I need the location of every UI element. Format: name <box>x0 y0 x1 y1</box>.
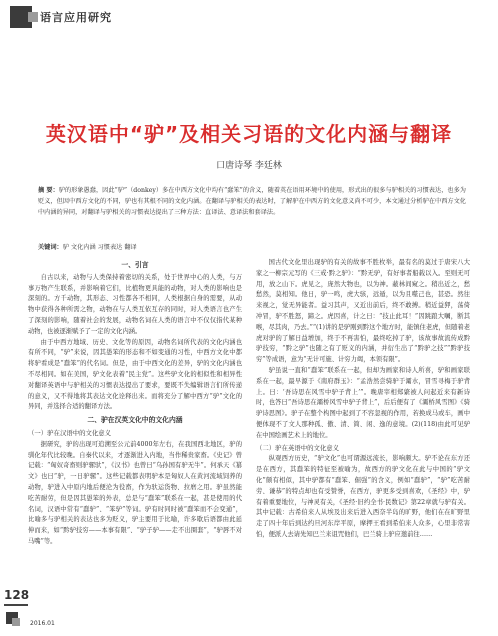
issue-date: 2016.01 <box>30 620 55 627</box>
journal-logo-icon <box>10 6 32 28</box>
journal-header <box>0 0 498 34</box>
abstract-text: 驴的形象愚蠢，因此“驴”（donkey）多在中西方文化中均有“蠢笨”的含义，随着英在语用环境中的使用，形式出的很多与驴相关的习惯表达，也多为贬义，但因中西方文化的不同，驴也有其根不同的文化内涵。在翻译与驴相关的表达时，了解驴在中西方的文化意义尚不可少，本文通过分析驴在中西方文化中内涵的异同，对翻译与驴相关的习惯表达提出了三种方法：直译法、意译法和套译法。 <box>38 187 466 216</box>
keywords-block <box>38 242 466 251</box>
paragraph: 自古以来，动物与人类保持着密切的关系，处于世界中心的人类，与万事万物产生联系，并影响着它们，比植物更具能的动物，对人类的影响也是深刻的。方千动物，其形态、习性都各不相同，人类根据自身的需要，从动物中获得各种所需之物，动物在与人类互依互存的同时，对人类语言也产生了深刻的影响，随着社会的发展，动物名词在人类的语言中不仅仅指代某种动物，也被逐渐赋予了一定的文化内涵。 <box>28 273 242 335</box>
corner-block-icon <box>6 612 18 624</box>
keywords-label: 关键词： <box>38 244 63 251</box>
article-title: 英汉语中“驴”及相关习语的文化内涵与翻译 <box>45 122 453 146</box>
paragraph: 据研究，驴的出现可追溯至公元前4000年左右，在我国西北地区，驴的驯化年代比较晚。自秦代以来，才逐渐进入内地，当作稀贵家畜。《史记》曾记载：“匈奴奇畜则驴骡驮”，《汉书》也曾曰“乌孙国有驴无牛”。何承天《纂文》也曰“驴，一日驴骡”。这些记载都表明驴本是匈奴人在黄河流域饲养的动物，驴进入中原内地后便沦为役畜，作为驮运货物、拉磨之用。驴虽然能吃苦耐劳，但是因其愚笨的外表，总是与“蠢笨”联系在一起，甚是使用的代名词，汉语中常有“蠢驴”、“笨驴”等词。驴有时同时被“蠢笨而不会变通”，比喻多与驴相关的表达也多为贬义，驴主要用于比喻，许多歇后语都由此延伸而来，如“黔驴技穷——本事有限”、“驴子驴——走不出圈套”，“驴唇不对马嘴”等。 <box>28 440 242 545</box>
paragraph: 驴虽说一直和“蠢笨”联系在一起，但却为画家和诗人所喜，驴和画家联系在一起，最早源于《南府群玉》：“孟浩然尝骑驴于灞水，冒雪寻梅于驴背上。曰：‘吾诗思在风雪中驴子背上’”。晚唐宰相郑綮被人问起近来有新诗时，也答曰“吾诗思在灞桥风雪中驴子背上”，后后便有了《灞桥风雪图》《骑驴诗思图》。驴子在整个构图中起到了不容忽视的作用，若换成马或车，画中便体现不了文人那种孤、傲、清、简、闲、逸的意境。(2)(118)由此可见驴在中国绘画艺术上的地位。 <box>256 366 470 439</box>
page-number: 128 <box>4 588 30 602</box>
paragraph: 由于中西方地域、历史、文化等的原因，动物名词所代表的文化内涵也有所不同，“驴”来说，因其愚笨的形态和不如变通的习性，中西方文化中都将驴看成是“蠢笨”的代名词。但是，由于中西文化的差异，驴的文化内涵也不尽相同。如在美国，驴文化表着“民主党”。这些驴文化的相似性和相异性对翻译英语中与驴相关的习惯表达提出了要求，要既不失编辑语言们所传递的意义，又不得地将其表达文化诠释出来。而将充分了解中西方“驴”文化的异同，并选择合适的翻译方法。 <box>28 338 242 411</box>
abstract-label: 摘 要： <box>38 187 59 194</box>
subsection-heading-1: （一）驴在汉语中的文化意义 <box>28 428 112 437</box>
journal-name: 语言应用研究 <box>40 11 112 24</box>
right-column <box>256 258 470 541</box>
page-number-rule <box>4 604 28 606</box>
left-column <box>28 258 242 548</box>
keywords-text: 驴 文化内涵 习惯表达 翻译 <box>62 244 137 251</box>
article-authors: 口唐诗琴 李廷林 <box>216 161 282 171</box>
paragraph: 纵观西方历史，“驴文化”也可谓源远流长，影响颇大。驴不论在东方还是在西方，其蠢笨的特征至被喻为，故西方的驴文化在此与中国的“驴文化”颇有相似，其中驴都有“蠢笨、倔强”的含义，例如“蠢驴”，“驴”吃苦耐劳、谦恭”的特点却也有受赞誉，在西方，驴更多受到喜欢，《圣经》中，驴有着重要地位，与神灵有关，《圣经·旧约全书·民数记》第22章就与驴有关。其中记载：古希伯来人从埃及出来后进入西奈半岛的旷野，他们在在旷野里走了四十年后到达约旦河东岸平原，摩押王看到希伯来人众多，心里非常害怕，便派人去请先知巴兰来诅咒他们，巴兰骑上驴应邀前往…… <box>256 455 470 538</box>
abstract-block <box>38 185 466 218</box>
subsection-heading-2: （二）驴在英语中的文化意义 <box>256 443 340 452</box>
section-heading-2: 二、驴在汉英文化中的文化内涵 <box>87 416 183 425</box>
paragraph: 国古代文化里出现驴的有关的故事不胜枚举，最有名的莫过于唐宋八大家之一柳宗元写的《三戒·黔之驴》：“黔无驴，有好事者船载以入。至则无可用，放之山下。虎见之，庞然大物也，以为神。蔽林间窥之。稍出近之，愁愁然，莫相知。他日，驴一鸣，虎大骇，远遁，以为且噬己也，甚恐。然往来视之，觉无异能者。益习其声，又近出前后，终不敢搏。稍近益狎，荡倚冲冒，驴不胜怒，蹄之。虎因喜，计之曰：“技止此耳！”因跳踉大㘎，断其喉，尽其肉，乃去。”“(1)讲的是驴刚到黔这个地方时，能镇住老虎，但随着老虎对驴的了解日益增加，终于不再害怕，最终吃掉了驴，该故事故流传成黔驴技穷，“黔之驴”也随之有了贬义的内涵，并衍生出了“黔驴之技”“黔驴技穷”等成语，意为“无计可施、计穷力竭，本领有限”。 <box>256 259 470 364</box>
section-heading-intro: 一、引言 <box>121 261 149 269</box>
